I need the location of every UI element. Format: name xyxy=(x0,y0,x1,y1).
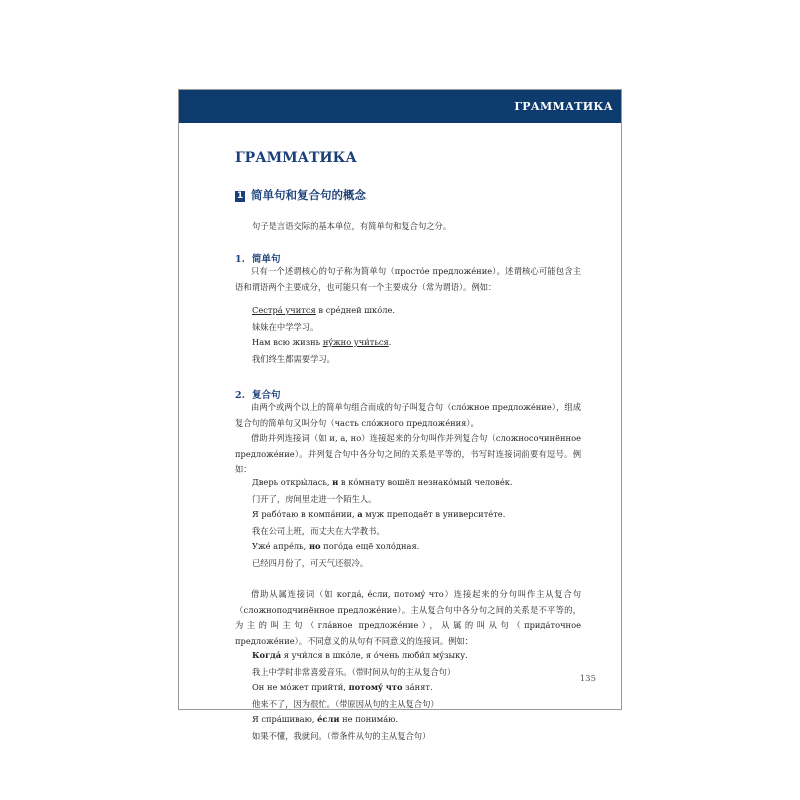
example-line: Я рабóтаю в компáнии, а муж преподаёт в университéте. xyxy=(252,509,506,519)
book-page xyxy=(178,89,622,741)
example-line: Нам всю жизнь нýжно учи́ться. xyxy=(252,337,392,347)
example-translation: 我在公司上班，而丈夫在大学教书。 xyxy=(252,526,385,536)
example-translation: 门开了，房间里走进一个陌生人。 xyxy=(252,494,377,504)
example-line: Дверь откры́лась, и в кóмнату вошёл незнакóмый человéк. xyxy=(252,477,513,487)
example-translation: 我们终生都需要学习。 xyxy=(252,354,335,364)
section-title: 简单句和复合句的概念 xyxy=(251,188,366,202)
example-translation: 如果不懂，我就问。（带条件从句的主从复合句） xyxy=(252,731,431,741)
subsection-2-heading xyxy=(235,387,281,401)
example-line: Когдá я учи́лся в шкóле, я óчень люби́л мýзыку. xyxy=(252,650,468,660)
page-number: 135 xyxy=(579,674,596,684)
intro-text: 句子是言语交际的基本单位，有简单句和复合句之分。 xyxy=(252,221,452,231)
subsection-2-paragraph-3: 借助从属连接词（如 когдá, éсли, потомý что）连接起来的分句叫作主从复合句（сложноподчинённое предложéние）。主从复合句中各分句之间的关系是不平等的，为主的叫主句（глáвное предложéние），从属的叫从句（придáточное предложéние）。不同意义的从句有不同意义的连接词。例如： xyxy=(235,589,581,646)
example-translation: 我上中学时非常喜爱音乐。（带时间从句的主从复合句） xyxy=(252,667,456,677)
example-line: Ужé апрéль, но погóда ещё холóдная. xyxy=(252,541,420,551)
example-translation: 已经四月份了，可天气还很冷。 xyxy=(252,558,369,568)
subsection-1-heading xyxy=(235,251,281,265)
section-heading xyxy=(235,187,366,203)
subsection-2-title: 复合句 xyxy=(252,390,281,401)
subsection-1-title: 简单句 xyxy=(252,254,281,265)
example-line: Я спрáшиваю, éсли не понимáю. xyxy=(252,714,399,724)
example-translation: 妹妹在中学学习。 xyxy=(252,322,319,332)
example-line: Он не мóжет прийти́, потомý что зáнят. xyxy=(252,682,433,692)
header-bar xyxy=(179,90,621,123)
section-number: 1 xyxy=(236,191,244,201)
subsection-1-number: 1. xyxy=(235,254,245,265)
subsection-2-paragraph-1: 由两个或两个以上的简单句组合而成的句子叫复合句（слóжное предложéние），组成复合句的简单句又叫分句（часть слóжного предложéния）。 xyxy=(235,402,581,428)
example-translation: 他来不了，因为很忙。（带原因从句的主从复合句） xyxy=(252,699,439,709)
subsection-2-paragraph-2: 借助并列连接词（如 и, а, но）连接起来的分句叫作并列复合句（сложносочинённое предложéние）。并列复合句中各分句之间的关系是平等的，书写时连接词前要有逗号。例如： xyxy=(235,433,581,474)
subsection-1-paragraph: 只有一个述谓核心的句子称为简单句（простóе предложéние）。述谓核心可能包含主语和谓语两个主要成分，也可能只有一个主要成分（常为谓语）。例如： xyxy=(235,266,581,292)
header-title: ГРАММАТИКА xyxy=(514,100,613,113)
example-line: Сестрá учится в срéдней шкóле. xyxy=(252,305,396,315)
subsection-2-number: 2. xyxy=(235,390,245,401)
page-title: ГРАММАТИКА xyxy=(235,150,357,166)
